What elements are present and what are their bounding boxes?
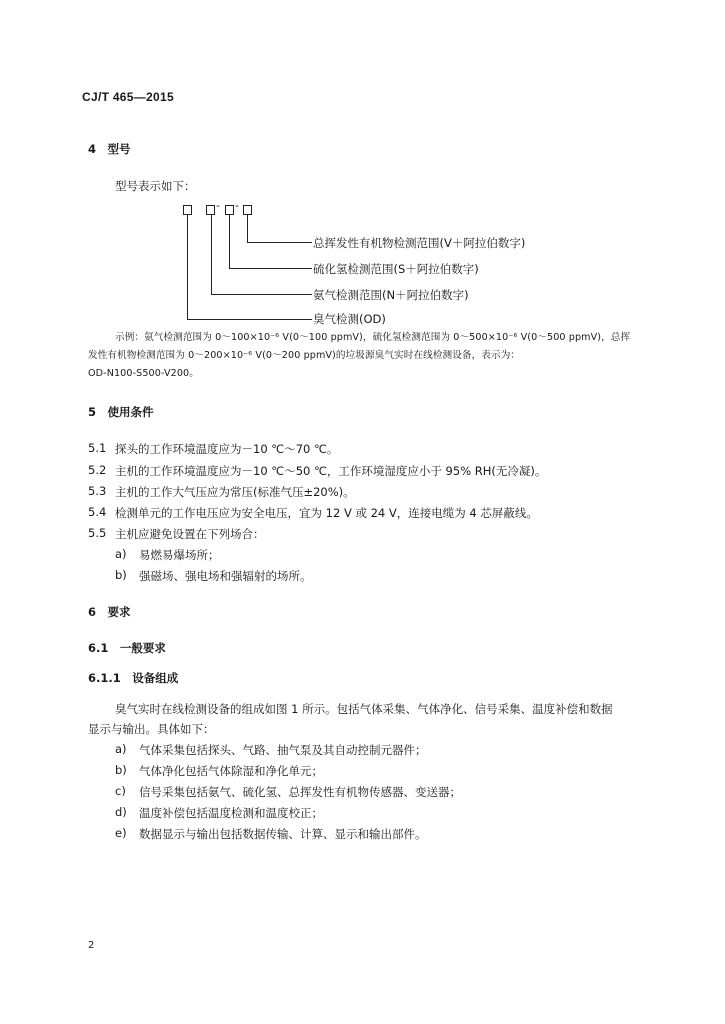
leader-v-vertical: [247, 215, 248, 242]
page-number: 2: [88, 940, 95, 951]
paragraph-line-2: 显示与输出。具体如下：: [88, 722, 215, 736]
model-intro: 型号表示如下：: [115, 179, 196, 193]
clause-number: 5.3: [88, 484, 107, 498]
code-box-v: [243, 205, 252, 215]
list-label: a): [115, 742, 127, 756]
section-6-heading: 6 要求: [88, 605, 131, 619]
list-label: c): [115, 784, 126, 798]
section-4-heading: 4 型号: [88, 142, 131, 156]
clause-number: 5.4: [88, 505, 107, 519]
code-box-s: [225, 205, 234, 215]
list-item-text: 易燃易爆场所；: [139, 548, 220, 562]
clause-number: 5.2: [88, 463, 107, 477]
leader-od-vertical: [187, 215, 188, 319]
leader-v-horizontal: [247, 242, 312, 243]
list-label: d): [115, 805, 127, 819]
paragraph-line-1: 臭气实时在线检测设备的组成如图 1 所示。包括气体采集、气体净化、信号采集、温度补偿和数据: [115, 702, 613, 716]
clause-number: 5.5: [88, 526, 107, 540]
leader-od-horizontal: [187, 319, 312, 320]
example-line-1: 示例：氨气检测范围为 0～100×10⁻⁶ V(0～100 ppmV)，硫化氢检测范围为 0～500×10⁻⁶ V(0～500 ppmV)，总挥: [115, 332, 631, 343]
clause-6-1-1-heading: 6.1.1 设备组成: [88, 671, 179, 685]
clause-text: 检测单元的工作电压应为安全电压，宜为 12 V 或 24 V，连接电缆为 4 芯屏蔽线。: [115, 506, 538, 520]
clause-6-1-heading: 6.1 一般要求: [88, 641, 166, 655]
list-label: e): [115, 826, 127, 840]
list-item-text: 气体采集包括探头、气路、抽气泵及其自动控制元器件；: [139, 743, 427, 757]
clause-text: 主机的工作环境温度应为－10 ℃～50 ℃，工作环境湿度应小于 95% RH(无冷凝)。: [115, 464, 547, 478]
list-item-text: 气体净化包括气体除湿和净化单元；: [139, 764, 323, 778]
list-item-text: 温度补偿包括温度检测和温度校正；: [139, 806, 323, 820]
list-item-text: 强磁场、强电场和强辐射的场所。: [139, 569, 312, 583]
list-item-text: 数据显示与输出包括数据传输、计算、显示和输出部件。: [139, 827, 427, 841]
code-dash-2: -: [235, 199, 239, 212]
list-label: b): [115, 568, 127, 582]
label-h2s-range: 硫化氢检测范围(S＋阿拉伯数字): [313, 262, 479, 276]
code-dash-1: -: [216, 199, 220, 212]
code-box-n: [206, 205, 215, 215]
list-item-text: 信号采集包括氨气、硫化氢、总挥发性有机物传感器、变送器；: [139, 785, 461, 799]
leader-n-vertical: [211, 215, 212, 294]
leader-s-horizontal: [229, 268, 312, 269]
label-voc-range: 总挥发性有机物检测范围(V＋阿拉伯数字): [313, 236, 526, 250]
leader-s-vertical: [229, 215, 230, 268]
standard-number: CJ/T 465—2015: [82, 90, 174, 104]
list-label: a): [115, 547, 127, 561]
label-odor-detection: 臭气检测(OD): [313, 312, 386, 326]
list-label: b): [115, 763, 127, 777]
clause-text: 主机的工作大气压应为常压(标准气压±20%)。: [115, 485, 355, 499]
example-line-3: OD-N100-S500-V200。: [88, 368, 199, 379]
example-line-2: 发性有机物检测范围为 0～200×10⁻⁶ V(0～200 ppmV)的垃圾源臭气实时在线检测设备，表示为：: [88, 350, 521, 361]
section-5-heading: 5 使用条件: [88, 405, 154, 419]
code-box-od: [183, 205, 192, 215]
clause-text: 探头的工作环境温度应为－10 ℃～70 ℃。: [115, 442, 339, 456]
clause-text: 主机应避免设置在下列场合：: [115, 527, 265, 541]
label-nh3-range: 氨气检测范围(N＋阿拉伯数字): [313, 288, 469, 302]
leader-n-horizontal: [211, 294, 312, 295]
clause-number: 5.1: [88, 441, 107, 455]
